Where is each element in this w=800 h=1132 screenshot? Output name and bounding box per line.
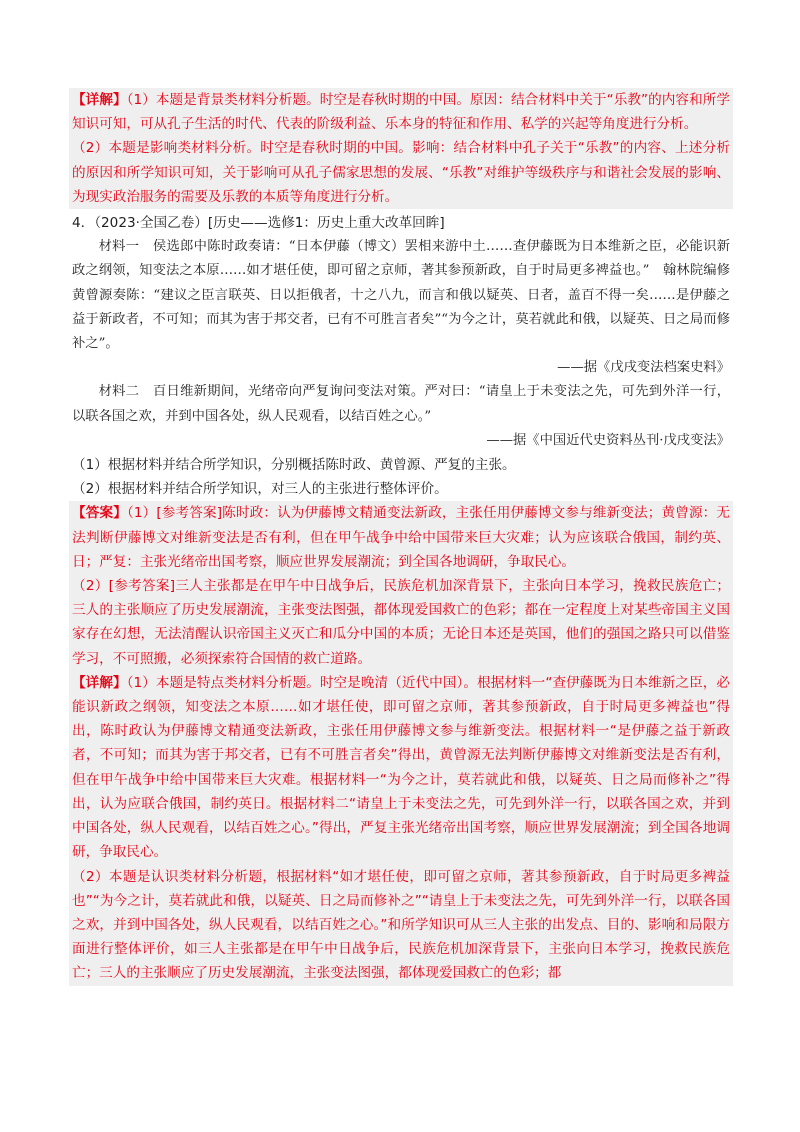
previous-detail-block	[69, 88, 733, 209]
material-one: 材料一 侯选郎中陈时政奏请：“日本伊藤（博文）罢相来游中土……查伊藤既为日本维新之臣，必能识新政之纲领，知变法之本原……如才堪任使，即可留之京师，著其参预新政，自于时局更多裨益也。” 翰林院编修黄曾源奏陈：“建议之臣言联英、日以拒俄者，十之八九，而言和俄以疑英、日者，盖百不得一矣……是伊藤之益于新政者，不可知；而其为害于邦交者，已有不可胜言者矣”“为今之计，莫若就此和俄，以疑英、日之局而修补之”。	[72, 239, 730, 352]
answer-tag: 【答案】	[72, 505, 127, 522]
page-content	[72, 88, 730, 986]
material-two: 材料二 百日维新期间，光绪帝向严复询问变法对策。严对曰：“请皇上于未变法之先，可先到外洋一行，以联各国之欢，并到中国各处，纵人民观看，以结百姓之心。”	[72, 384, 730, 424]
question-header: 4．（2023·全国乙卷）[历史——选修1：历史上重大改革回眸]	[72, 215, 445, 232]
detail-para-2: （2）本题是认识类材料分析题，根据材料“如才堪任使，即可留之京师，著其参预新政，自于时局更多裨益也”“为今之计，莫若就此和俄，以疑英、日之局而修补之”“请皇上于未变法之先，可先到外洋一行，以联各国之欢，并到中国各处，纵人民观看，以结百姓之心。”和所学知识可从三人主张的出发点、目的、影响和局限方面进行整体评价，如三人主张都是在甲午中日战争后，民族危机加深背景下，主张向日本学习，挽救民族危亡；三人的主张顺应了历史发展潮流，主张变法图强，都体现爱国救亡的色彩；都	[72, 868, 730, 982]
question-2: （2）根据材料并结合所学知识，对三人的主张进行整体评价。	[72, 481, 448, 498]
previous-detail-para-1: 【详解】（1）本题是背景类材料分析题。时空是春秋时期的中国。原因：结合材料中关于“乐教”的内容和所学知识可知，可从孔子生活的时代、代表的阶级利益、乐本身的特征和作用、私学的兴起等角度进行分析。	[72, 92, 731, 133]
question-1: （1）根据材料并结合所学知识，分别概括陈时政、黄曾源、严复的主张。	[72, 457, 516, 474]
detail-tag: 【详解】	[72, 92, 127, 108]
answer-block	[69, 501, 733, 985]
material-two-source: ——据《中国近代史资料丛刊·戊戌变法》	[486, 432, 730, 448]
detail-tag: 【详解】	[72, 674, 127, 691]
previous-detail-para-2: （2）本题是影响类材料分析。时空是春秋时期的中国。影响：结合材料中孔子关于“乐教”的内容、上述分析的原因和所学知识可知，关于影响可从孔子儒家思想的发展、“乐教”对维护等级秩序与和谐社会发展的影响、为现实政治服务的需要及乐教的本质等角度进行分析。	[72, 140, 730, 205]
answer-para-1: 【答案】（1）[参考答案]陈时政：认为伊藤博文精通变法新政，主张任用伊藤博文参与维新变法；黄曾源：无法判断伊藤博文对维新变法是否有利，但在甲午战争中给中国带来巨大灾难；认为应该联合俄国，制约英、日；严复：主张光绪帝出国考察，顺应世界发展潮流；到全国各地调研，争取民心。	[72, 505, 731, 570]
detail-para-1: 【详解】（1）本题是特点类材料分析题。时空是晚清（近代中国）。根据材料一“查伊藤既为日本维新之臣，必能识新政之纲领，知变法之本原……如才堪任使，即可留之京师，著其参预新政，自于时局更多裨益也”得出，陈时政认为伊藤博文精通变法新政，主张任用伊藤博文参与维新变法。根据材料一“是伊藤之益于新政者，不可知；而其为害于邦交者，已有不可胜言者矣”得出，黄曾源无法判断伊藤博文对维新变法是否有利，但在甲午战争中给中国带来巨大灾难。根据材料一“为今之计，莫若就此和俄，以疑英、日之局而修补之”得出，认为应联合俄国，制约英日。根据材料二“请皇上于未变法之先，可先到外洋一行，以联各国之欢，并到中国各处，纵人民观看，以结百姓之心。”得出，严复主张光绪帝出国考察，顺应世界发展潮流；到全国各地调研，争取民心。	[72, 674, 730, 861]
material-one-source: ——据《戊戌变法档案史料》	[557, 360, 730, 376]
answer-para-2: （2）[参考答案]三人主张都是在甲午中日战争后，民族危机加深背景下，主张向日本学习，挽救民族危亡；三人的主张顺应了历史发展潮流，主张变法图强，都体现爱国救亡的色彩；都在一定程度上对某些帝国主义国家存在幻想，无法清醒认识帝国主义灭亡和瓜分中国的本质；无论日本还是英国，他们的强国之路只可以借鉴学习，不可照搬，必须探索符合国情的救亡道路。	[72, 578, 730, 667]
